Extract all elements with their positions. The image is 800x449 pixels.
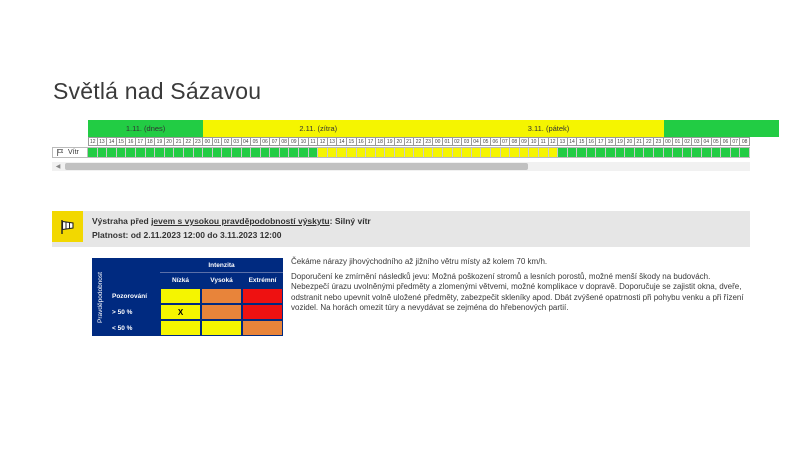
hour-cell: 17 — [366, 137, 376, 146]
level-cell — [107, 148, 117, 157]
hour-cell: 14 — [568, 137, 578, 146]
level-cell — [251, 148, 261, 157]
description-advice: Doporučení ke zmírnění následků jevu: Možná poškození stromů a lesních porostů, možné menší škody na budovách. Nebezpečí úrazu uvolněnými předměty a zlomenými větvemi, možné komplikace v dopravě. Doporučuje se zajistit okna, dveře, odstranit nebo upevnit volně uložené předměty, zabezpečit skleníky apod. Dbát zvýšené opatrnosti při pohybu venku a při řízení vozidel. Na horách omezit túry a nevydávat se zejména do hřebenových partií. — [291, 271, 744, 312]
matrix-cell — [242, 288, 283, 304]
level-cell — [88, 148, 98, 157]
level-cell — [376, 148, 386, 157]
level-cell — [280, 148, 290, 157]
horizontal-scrollbar[interactable] — [52, 162, 750, 171]
matrix-column-header: Vysoká — [210, 276, 233, 284]
hour-cell: 20 — [165, 137, 175, 146]
matrix-side-label — [92, 258, 108, 336]
level-cell — [318, 148, 328, 157]
level-cell — [654, 148, 664, 157]
day-header: 1.11. (dnes) — [88, 120, 203, 137]
matrix-cell — [160, 288, 201, 304]
level-cell — [606, 148, 616, 157]
level-cell — [549, 148, 559, 157]
level-cell — [702, 148, 712, 157]
hour-cell: 18 — [606, 137, 616, 146]
level-cell — [520, 148, 530, 157]
hour-cell: 03 — [462, 137, 472, 146]
level-cell — [529, 148, 539, 157]
hour-cell: 00 — [664, 137, 674, 146]
hour-cell: 04 — [242, 137, 252, 146]
hour-cell: 05 — [251, 137, 261, 146]
warning-prefix: Výstraha před — [92, 216, 152, 226]
hour-cell: 12 — [318, 137, 328, 146]
hour-cell: 11 — [539, 137, 549, 146]
hour-cell: 04 — [472, 137, 482, 146]
hour-cell: 01 — [673, 137, 683, 146]
level-cell — [117, 148, 127, 157]
probability-label: Pravděpodobnost — [96, 271, 104, 323]
hour-cell: 06 — [261, 137, 271, 146]
hour-cell: 03 — [232, 137, 242, 146]
hour-cell: 14 — [107, 137, 117, 146]
wind-row-label — [52, 147, 88, 158]
level-cell — [309, 148, 319, 157]
hour-cell: 00 — [433, 137, 443, 146]
level-cell — [289, 148, 299, 157]
day-header: 3.11. (pátek) — [433, 120, 663, 137]
hour-cell: 23 — [654, 137, 664, 146]
level-cell — [347, 148, 357, 157]
hour-cell: 07 — [270, 137, 280, 146]
matrix-row-label: > 50 % — [112, 308, 133, 316]
level-cell — [155, 148, 165, 157]
level-cell — [424, 148, 434, 157]
level-cell — [357, 148, 367, 157]
level-cell — [740, 148, 750, 157]
level-cell — [242, 148, 252, 157]
level-cell — [644, 148, 654, 157]
warning-title — [92, 216, 371, 226]
day-header-row — [88, 120, 750, 137]
hour-cell: 20 — [395, 137, 405, 146]
hour-cell: 12 — [88, 137, 98, 146]
hour-cell: 01 — [443, 137, 453, 146]
level-cell — [232, 148, 242, 157]
hour-cell: 22 — [184, 137, 194, 146]
level-cell — [261, 148, 271, 157]
hour-cell: 17 — [596, 137, 606, 146]
level-cell — [596, 148, 606, 157]
level-cell — [616, 148, 626, 157]
wind-label: Vítr — [68, 149, 79, 156]
hour-cell: 19 — [616, 137, 626, 146]
hour-cell: 20 — [625, 137, 635, 146]
level-cell — [510, 148, 520, 157]
warning-validity: Platnost: od 2.11.2023 12:00 do 3.11.2023 12:00 — [92, 230, 282, 240]
level-cell — [126, 148, 136, 157]
hour-cell: 00 — [203, 137, 213, 146]
day-header: 2.11. (zítra) — [203, 120, 433, 137]
risk-matrix — [92, 258, 283, 336]
hour-cell: 06 — [721, 137, 731, 146]
level-cell — [146, 148, 156, 157]
level-cell — [731, 148, 741, 157]
level-cell — [635, 148, 645, 157]
level-cell — [683, 148, 693, 157]
hour-cell: 02 — [222, 137, 232, 146]
level-cell — [165, 148, 175, 157]
hour-cell: 21 — [174, 137, 184, 146]
hour-cell: 08 — [740, 137, 750, 146]
matrix-cell — [242, 320, 283, 336]
warning-description — [291, 257, 746, 318]
warning-timeline — [52, 120, 750, 172]
level-cell — [213, 148, 223, 157]
level-cell — [385, 148, 395, 157]
hour-cell: 15 — [347, 137, 357, 146]
level-cell — [433, 148, 443, 157]
hour-cell: 13 — [558, 137, 568, 146]
hour-cell: 16 — [357, 137, 367, 146]
hour-cell: 08 — [280, 137, 290, 146]
warning-link[interactable]: jevem s vysokou pravděpodobností výskytu — [151, 216, 330, 226]
level-cell — [472, 148, 482, 157]
level-cell — [299, 148, 309, 157]
warning-header — [52, 211, 750, 247]
scroll-thumb[interactable] — [65, 163, 528, 170]
level-cell — [366, 148, 376, 157]
description-forecast: Čekáme nárazy jihovýchodního až jižního větru místy až kolem 70 km/h. — [291, 257, 548, 266]
hour-cell: 12 — [549, 137, 559, 146]
level-cell — [577, 148, 587, 157]
level-cell — [453, 148, 463, 157]
level-cell — [501, 148, 511, 157]
matrix-cell — [201, 304, 242, 320]
matrix-header: Intenzita — [160, 258, 283, 273]
level-cell — [174, 148, 184, 157]
wind-level-row — [88, 147, 750, 158]
hour-cell: 21 — [405, 137, 415, 146]
matrix-row-label: Pozorování — [112, 292, 148, 300]
hour-cell: 18 — [146, 137, 156, 146]
hour-cell: 07 — [731, 137, 741, 146]
level-cell — [184, 148, 194, 157]
windsock-icon — [52, 211, 83, 242]
level-cell — [625, 148, 635, 157]
hour-cell: 16 — [587, 137, 597, 146]
hour-cell: 01 — [213, 137, 223, 146]
hour-cell: 06 — [491, 137, 501, 146]
level-cell — [414, 148, 424, 157]
day-header — [664, 120, 779, 137]
matrix-cell — [201, 288, 242, 304]
hour-cell: 16 — [126, 137, 136, 146]
hour-cell: 22 — [414, 137, 424, 146]
level-cell — [712, 148, 722, 157]
hour-cell: 13 — [328, 137, 338, 146]
hour-cell: 03 — [692, 137, 702, 146]
level-cell — [692, 148, 702, 157]
level-cell — [587, 148, 597, 157]
level-cell — [405, 148, 415, 157]
level-cell — [568, 148, 578, 157]
matrix-cell — [160, 320, 201, 336]
hour-cell: 19 — [385, 137, 395, 146]
hour-cell: 09 — [520, 137, 530, 146]
hour-cell: 02 — [453, 137, 463, 146]
hour-cell: 10 — [299, 137, 309, 146]
level-cell — [558, 148, 568, 157]
matrix-cell — [201, 320, 242, 336]
level-cell — [462, 148, 472, 157]
hour-cell: 15 — [577, 137, 587, 146]
hour-cell: 18 — [376, 137, 386, 146]
hour-cell: 19 — [155, 137, 165, 146]
hour-cell: 04 — [702, 137, 712, 146]
level-cell — [270, 148, 280, 157]
hour-cell: 02 — [683, 137, 693, 146]
hour-cell: 05 — [712, 137, 722, 146]
matrix-column-header: Extrémní — [248, 276, 277, 284]
flag-icon — [57, 149, 64, 156]
level-cell — [443, 148, 453, 157]
page-title: Světlá nad Sázavou — [53, 78, 262, 104]
hour-cell: 21 — [635, 137, 645, 146]
scroll-left-icon[interactable]: ◀ — [55, 164, 61, 170]
level-cell — [222, 148, 232, 157]
hour-cell: 14 — [337, 137, 347, 146]
warning-suffix: : Silný vítr — [329, 216, 371, 226]
level-cell — [491, 148, 501, 157]
matrix-cell: X — [160, 304, 201, 320]
level-cell — [481, 148, 491, 157]
matrix-column-header: Nízká — [172, 276, 189, 284]
hour-cell: 09 — [289, 137, 299, 146]
hour-cell: 15 — [117, 137, 127, 146]
hour-cell: 23 — [424, 137, 434, 146]
level-cell — [539, 148, 549, 157]
level-cell — [721, 148, 731, 157]
hour-cell: 11 — [309, 137, 319, 146]
hour-cell: 08 — [510, 137, 520, 146]
hour-header-row — [88, 137, 750, 147]
level-cell — [337, 148, 347, 157]
level-cell — [98, 148, 108, 157]
level-cell — [664, 148, 674, 157]
matrix-row-label: < 50 % — [112, 324, 133, 332]
hour-cell: 23 — [194, 137, 204, 146]
matrix-cell — [242, 304, 283, 320]
level-cell — [395, 148, 405, 157]
level-cell — [673, 148, 683, 157]
hour-cell: 07 — [501, 137, 511, 146]
level-cell — [136, 148, 146, 157]
hour-cell: 10 — [529, 137, 539, 146]
level-cell — [203, 148, 213, 157]
hour-cell: 22 — [644, 137, 654, 146]
hour-cell: 17 — [136, 137, 146, 146]
level-cell — [328, 148, 338, 157]
hour-cell: 05 — [481, 137, 491, 146]
hour-cell: 13 — [98, 137, 108, 146]
level-cell — [194, 148, 204, 157]
